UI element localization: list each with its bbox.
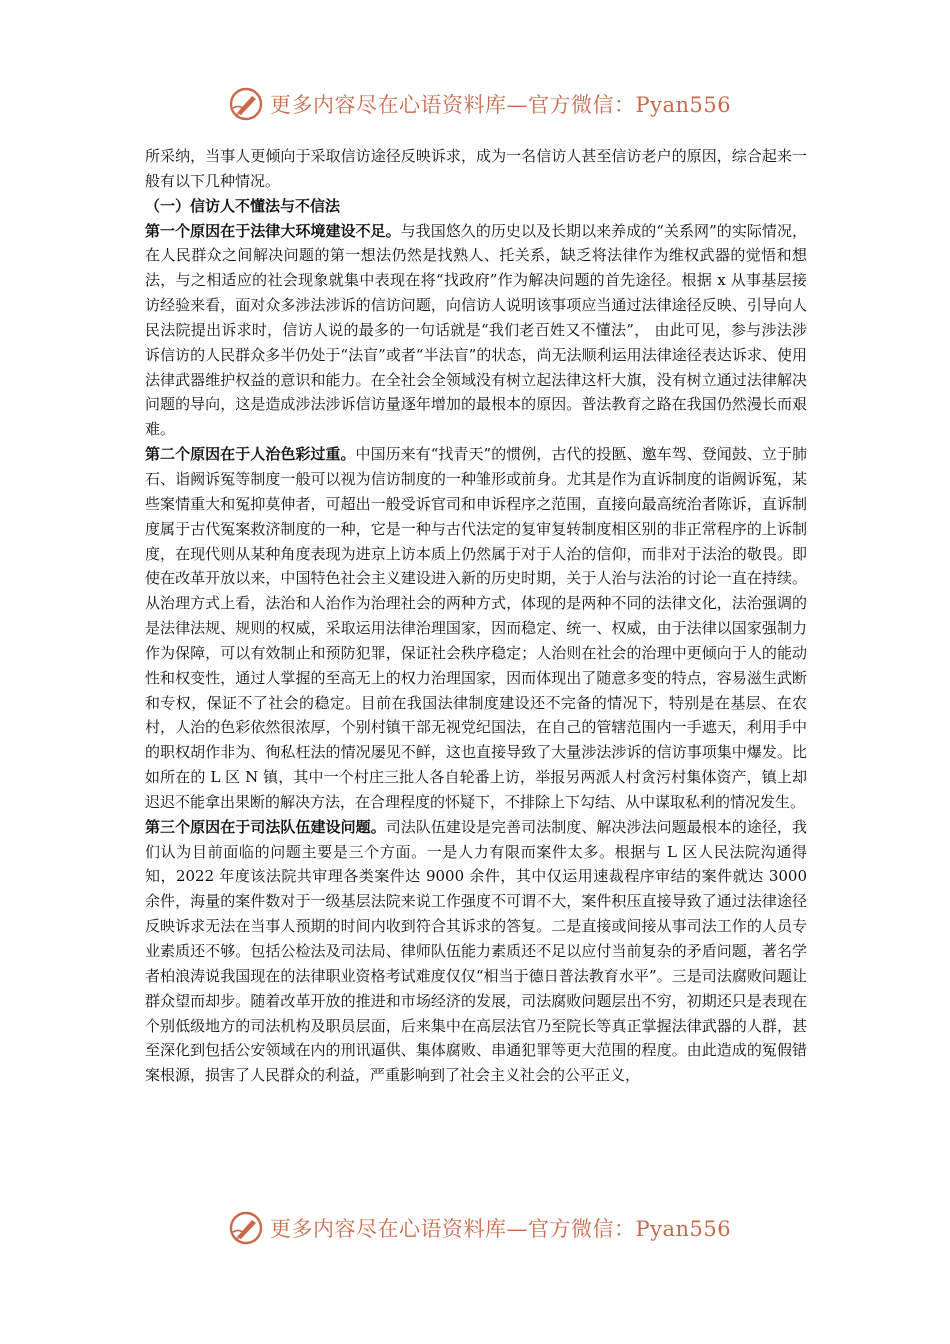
banner-text: 更多内容尽在心语资料库—官方微信：Pyan556 [270, 1217, 732, 1241]
pen-circle-logo-icon [228, 86, 264, 122]
pen-circle-logo-icon [228, 1210, 264, 1246]
section-heading: （一）信访人不懂法与不信法 [145, 196, 341, 215]
banner-text: 更多内容尽在心语资料库—官方微信：Pyan556 [270, 93, 732, 117]
paragraph-3-body: 司法队伍建设是完善司法制度、解决涉法问题最根本的途径，我们认为目前面临的问题主要是三个方面。一是人力有限而案件太多。根据与 L 区人民法院沟通得知，2022 年度该法院共审理各类案件达 9000 余件，其中仅运用速裁程序审结的案件就达 3000 余件，海量的案件数对于一级基层法院来说工作强度不可谓不大，案件积压直接导致了通过法律途径反映诉求无法在当事人预期的时间内收到符合其诉求的答复。二是直接或间接从事司法工作的人员专业素质还不够。包括公检法及司法局、律师队伍能力素质还不足以应付当前复杂的矛盾问题，著名学者柏浪涛说我国现在的法律职业资格考试难度仅仅“相当于德日普法教育水平”。三是司法腐败问题让群众望而却步。随着改革开放的推进和市场经济的发展，司法腐败问题层出不穷，初期还只是表现在个别低级地方的司法机构及职员层面，后来集中在高层法官乃至院长等真正掌握法律武器的人群，甚至深化到包括公安领域在内的刑讯逼供、集体腐败、串通犯罪等更大范围的程度。由此造成的冤假错案根源，损害了人民群众的利益，严重影响到了社会主义社会的公平正义， [145, 817, 807, 1085]
paragraph-2-lead: 第二个原因在于人治色彩过重。 [145, 445, 356, 464]
header-banner [228, 84, 732, 124]
footer-banner [228, 1208, 732, 1248]
paragraph-1-body: 与我国悠久的历史以及长期以来养成的“关系网”的实际情况，在人民群众之间解决问题的第一想法仍然是找熟人、托关系，缺乏将法律作为维权武器的觉悟和想法，与之相适应的社会现象就集中表现在将“找政府”作为解决问题的首先途径。根据 x 从事基层接访经验来看，面对众多涉法涉诉的信访问题，向信访人说明该事项应当通过法律途径反映、引导向人民法院提出诉求时，信访人说的最多的一句话就是“我们老百姓又不懂法”， 由此可见，参与涉法涉诉信访的人民群众多半仍处于“法盲”或者“半法盲”的状态，尚无法顺利运用法律途径表达诉求、使用法律武器维护权益的意识和能力。在全社会全领域没有树立起法律这杆大旗，没有树立通过法律解决问题的导向，这是造成涉法涉诉信访量逐年增加的最根本的原因。普法教育之路在我国仍然漫长而艰难。 [145, 221, 807, 439]
paragraph-1-lead: 第一个原因在于法律大环境建设不足。 [145, 221, 401, 240]
intro-paragraph: 所采纳，当事人更倾向于采取信访途径反映诉求，成为一名信访人甚至信访老户的原因，综合起来一般有以下几种情况。 [145, 147, 807, 190]
paragraph-3 [145, 815, 807, 1088]
document-body [145, 144, 807, 1088]
paragraph-2 [145, 442, 807, 815]
paragraph-2-body: 中国历来有“找青天”的惯例，古代的投匦、邀车驾、登闻鼓、立于肺石、诣阙诉冤等制度一般可以视为信访制度的一种雏形或前身。尤其是作为直诉制度的诣阙诉冤，某些案情重大和冤抑莫伸者，可超出一般受诉官司和申诉程序之范围，直接向最高统治者陈诉，直诉制度属于古代冤案救济制度的一种，它是一种与古代法定的复审复转制度相区别的非正常程序的上诉制度，在现代则从某种角度表现为进京上访本质上仍然属于对于人治的信仰，而非对于法治的敬畏。即使在改革开放以来，中国特色社会主义建设进入新的历史时期，关于人治与法治的讨论一直在持续。从治理方式上看，法治和人治作为治理社会的两种方式，体现的是两种不同的法律文化，法治强调的是法律法规、规则的权威，采取运用法律治理国家，因而稳定、统一、权威，由于法律以国家强制力作为保障，可以有效制止和预防犯罪，保证社会秩序稳定；人治则在社会的治理中更倾向于人的能动性和权变性，通过人掌握的至高无上的权力治理国家，因而体现出了随意多变的特点，容易滋生武断和专权，保证不了社会的稳定。目前在我国法律制度建设还不完备的情况下，特别是在基层、在农村，人治的色彩依然很浓厚，个别村镇干部无视党纪国法，在自己的管辖范围内一手遮天，利用手中的职权胡作非为、徇私枉法的情况屡见不鲜，这也直接导致了大量涉法涉诉的信访事项集中爆发。比如所在的 L 区 N 镇，其中一个村庄三批人各自轮番上访，举报另两派人村贪污村集体资产，镇上却迟迟不能拿出果断的解决方法，在合理程度的怀疑下，不排除上下勾结、从中谋取私利的情况发生。 [145, 445, 807, 811]
paragraph-1 [145, 219, 807, 443]
paragraph-3-lead: 第三个原因在于司法队伍建设问题。 [145, 817, 386, 836]
